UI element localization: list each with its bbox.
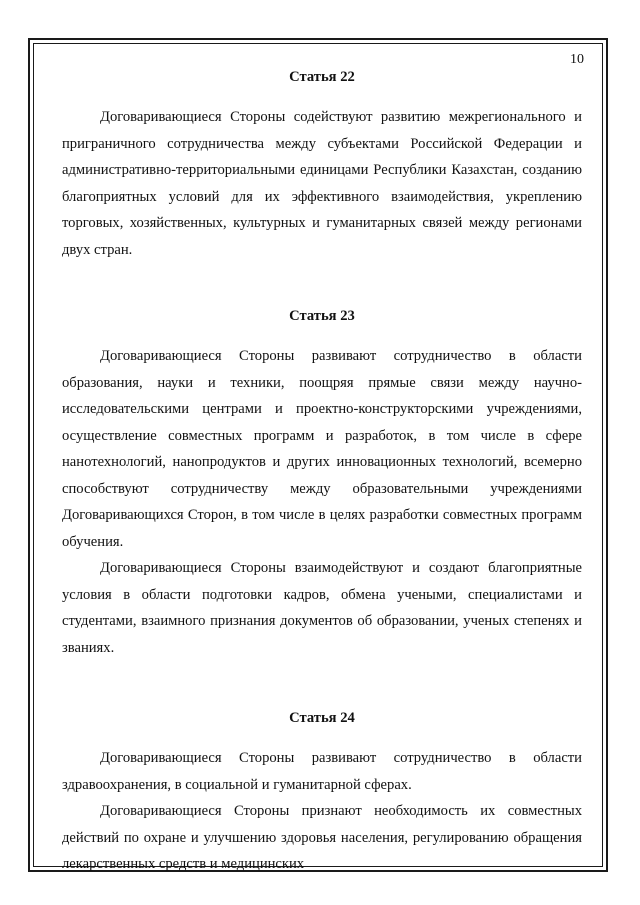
article-title: Статья 22 xyxy=(289,69,355,85)
article-paragraph: Договаривающиеся Стороны признают необходимость их совместных действий по охране и улучшению здоровья населения, регулированию обращения лекарственных средств и медицинских xyxy=(62,803,582,872)
article-22 xyxy=(62,64,582,263)
article-24 xyxy=(62,705,582,878)
document-body xyxy=(62,64,582,878)
article-paragraph: Договаривающиеся Стороны содействуют развитию межрегионального и приграничного сотрудничества между субъектами Российской Федерации и административно-территориальными единицами Республики Казахстан, созданию благоприятных условий для их эффективного взаимодействия, укреплению торговых, хозяйственных, культурных и гуманитарных связей между регионами двух стран. xyxy=(62,109,582,258)
article-paragraph: Договаривающиеся Стороны взаимодействуют и создают благоприятные условия в области подготовки кадров, обмена учеными, специалистами и студентами, взаимного признания документов об образовании, ученых степенях и званиях. xyxy=(62,560,582,656)
page-number: 10 xyxy=(570,52,584,67)
article-title: Статья 24 xyxy=(289,710,355,726)
article-23 xyxy=(62,303,582,661)
article-title: Статья 23 xyxy=(289,308,355,324)
article-paragraph: Договаривающиеся Стороны развивают сотрудничество в области здравоохранения, в социальной и гуманитарной сферах. xyxy=(62,750,582,793)
article-paragraph: Договаривающиеся Стороны развивают сотрудничество в области образования, науки и техники, поощряя прямые связи между научно-исследовательскими центрами и проектно-конструкторскими учреждениями, осуществление совместных программ и разработок, в том числе в сфере нанотехнологий, нанопродуктов и других инновационных технологий, всемерно способствуют сотрудничеству между образовательными учреждениями Договаривающихся Сторон, в том числе в целях разработки совместных программ обучения. xyxy=(62,348,582,550)
